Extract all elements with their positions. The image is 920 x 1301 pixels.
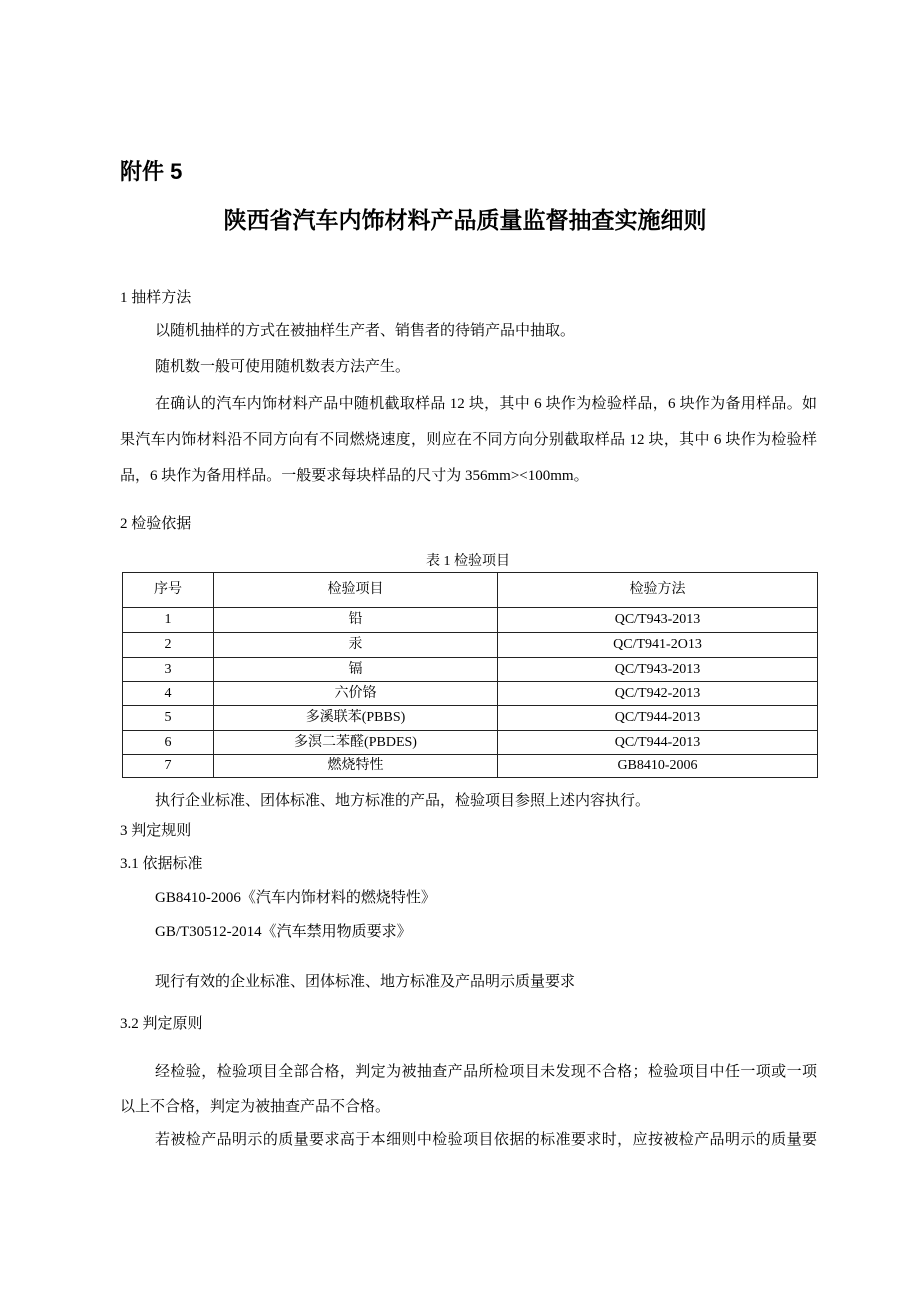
header-cell-method: 检验方法 bbox=[498, 573, 818, 608]
cell-item: 燃烧特性 bbox=[214, 755, 498, 778]
cell-method: QC/T944-2013 bbox=[498, 731, 818, 755]
paragraph-line: 果汽车内饰材料沿不同方向有不同燃烧速度，则应在不同方向分别截取样品 12 块，其中 6 块作为检验样 bbox=[120, 432, 817, 448]
cell-item: 汞 bbox=[214, 633, 498, 658]
paragraph-table-note: 执行企业标准、团体标准、地方标准的产品，检验项目参照上述内容执行。 bbox=[155, 793, 651, 809]
cell-serial: 1 bbox=[123, 608, 214, 633]
cell-serial: 5 bbox=[123, 706, 214, 731]
cell-serial: 6 bbox=[123, 731, 214, 755]
cell-item: 六价铬 bbox=[214, 682, 498, 706]
paragraph-line: 若被检产品明示的质量要求高于本细则中检验项目依据的标准要求时，应按被检产品明示的质量要 bbox=[155, 1132, 817, 1148]
paragraph-random-number: 随机数一般可使用随机数表方法产生。 bbox=[155, 359, 411, 375]
cell-method: QC/T944-2013 bbox=[498, 706, 818, 731]
cell-item: 多溟二苯醛(PBDES) bbox=[214, 731, 498, 755]
cell-serial: 4 bbox=[123, 682, 214, 706]
paragraph-line: 以上不合格，判定为被抽查产品不合格。 bbox=[120, 1099, 391, 1115]
paragraph-line: 在确认的汽车内饰材料产品中随机截取样品 12 块，其中 6 块作为检验样品，6 块作为备用样品。如 bbox=[155, 396, 817, 412]
table-row bbox=[123, 658, 818, 682]
cell-method: QC/T941-2O13 bbox=[498, 633, 818, 658]
cell-method: QC/T943-2013 bbox=[498, 658, 818, 682]
table-row bbox=[123, 706, 818, 731]
attachment-label: 附件 5 bbox=[120, 159, 183, 184]
cell-item: 多溪联苯(PBBS) bbox=[214, 706, 498, 731]
cell-item: 镉 bbox=[214, 658, 498, 682]
cell-serial: 7 bbox=[123, 755, 214, 778]
inspection-items-table bbox=[122, 572, 818, 778]
cell-serial: 2 bbox=[123, 633, 214, 658]
cell-serial: 3 bbox=[123, 658, 214, 682]
table-row bbox=[123, 731, 818, 755]
table-row bbox=[123, 682, 818, 706]
cell-method: QC/T943-2013 bbox=[498, 608, 818, 633]
header-cell-item: 检验项目 bbox=[214, 573, 498, 608]
table-caption: 表 1 检验项目 bbox=[426, 554, 510, 569]
section-heading-inspection-basis: 2 检验依据 bbox=[120, 516, 192, 532]
header-cell-serial: 序号 bbox=[123, 573, 214, 608]
table-row bbox=[123, 633, 818, 658]
table-row bbox=[123, 755, 818, 778]
subsection-heading-judgement-principle: 3.2 判定原则 bbox=[120, 1016, 203, 1032]
section-heading-judgement-rules: 3 判定规则 bbox=[120, 823, 192, 839]
table-header-row bbox=[123, 573, 818, 608]
paragraph-other-standards: 现行有效的企业标准、团体标准、地方标准及产品明示质量要求 bbox=[155, 974, 576, 990]
cell-method: GB8410-2006 bbox=[498, 755, 818, 778]
standard-item: GB8410-2006《汽车内饰材料的燃烧特性》 bbox=[155, 890, 436, 906]
table-row bbox=[123, 608, 818, 633]
standard-item: GB/T30512-2014《汽车禁用物质要求》 bbox=[155, 924, 412, 940]
section-heading-sampling: 1 抽样方法 bbox=[120, 290, 192, 306]
subsection-heading-basis-standards: 3.1 依据标准 bbox=[120, 856, 203, 872]
cell-method: QC/T942-2013 bbox=[498, 682, 818, 706]
document-title: 陕西省汽车内饰材料产品质量监督抽查实施细则 bbox=[223, 207, 707, 233]
cell-item: 铅 bbox=[214, 608, 498, 633]
paragraph-line: 品，6 块作为备用样品。一般要求每块样品的尺寸为 356mm><100mm。 bbox=[120, 468, 589, 484]
paragraph-line: 经检验，检验项目全部合格，判定为被抽查产品所检项目未发现不合格；检验项目中任一项或一项 bbox=[155, 1064, 817, 1080]
paragraph-sampling-method: 以随机抽样的方式在被抽样生产者、销售者的待销产品中抽取。 bbox=[155, 323, 576, 339]
